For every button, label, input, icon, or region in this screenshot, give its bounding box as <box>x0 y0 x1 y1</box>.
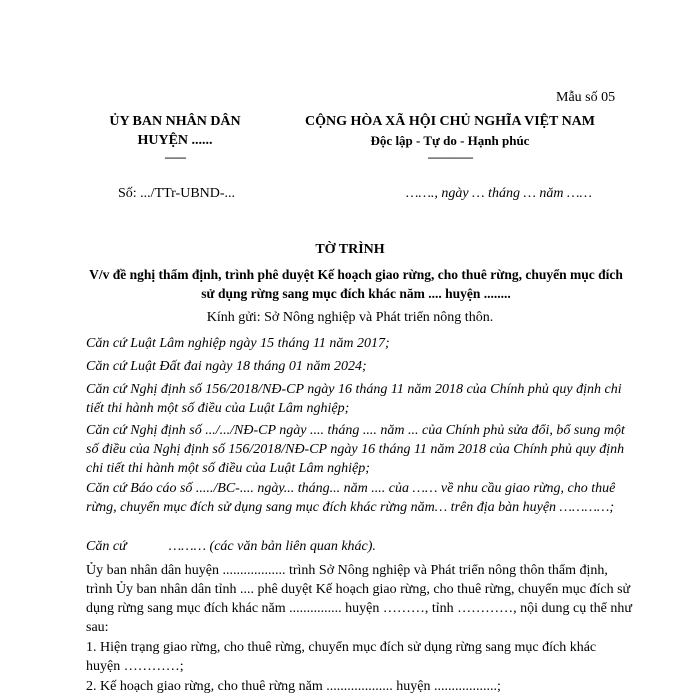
document-number: Số: .../TTr-UBND-... <box>118 186 236 201</box>
org-name-line2: HUYỆN ...... <box>137 133 213 148</box>
legal-basis-1: Căn cứ Luật Lâm nghiệp ngày 15 tháng 11 năm 2017; <box>86 336 390 351</box>
form-number: Mẫu số 05 <box>556 90 616 105</box>
country-name: CỘNG HÒA XÃ HỘI CHỦ NGHĨA VIỆT NAM <box>304 114 595 129</box>
right-divider: --------------- <box>427 150 473 164</box>
legal-basis-4: Căn cứ Nghị định số .../.../NĐ-CP ngày .... tháng .... năm ... của Chính phủ sửa đổi, bổ sung một số điều của Nghị định số 156/2018/NĐ-CP ngày 16 tháng 11 năm 2018 của Chính phủ quy định chi tiết thi hành một số điều của Luật Lâm nghiệp; <box>86 423 625 476</box>
document-title: TỜ TRÌNH <box>315 242 385 257</box>
legal-basis-5: Căn cứ Báo cáo số ...../BC-.... ngày... tháng... năm .... của …… về nhu cầu giao rừng, cho thuê rừng, chuyển mục đích sử dụng sang mục đích khác rừng năm… trên địa bàn huyện …………; <box>86 481 616 515</box>
intro-paragraph: Ủy ban nhân dân huyện .................. trình Sở Nông nghiệp và Phát triển nông thôn thẩm định, trình Ủy ban nhân dân tỉnh .... phê duyệt Kế hoạch giao rừng, cho thuê rừng, chuyển mục đích sử dụng rừng sang mục đích khác năm ............... huyện ………, tỉnh …………, nội dung cụ thể như sau: <box>86 563 632 635</box>
legal-basis-2: Căn cứ Luật Đất đai ngày 18 tháng 01 năm 2024; <box>86 359 367 374</box>
recipient-line: Kính gửi: Sở Nông nghiệp và Phát triển nông thôn. <box>206 310 494 325</box>
content-item-2: 2. Kế hoạch giao rừng, cho thuê rừng năm ................... huyện ..................; <box>86 679 501 694</box>
legal-basis-6: Căn cứ ……… (các văn bản liên quan khác). <box>86 539 376 554</box>
national-motto: Độc lập - Tự do - Hạnh phúc <box>370 133 530 148</box>
document-subject: V/v đề nghị thẩm định, trình phê duyệt Kế hoạch giao rừng, cho thuê rừng, chuyển mục đích sử dụng rừng sang mục đích khác năm .... huyện ........ <box>89 267 623 301</box>
legal-basis-3: Căn cứ Nghị định số 156/2018/NĐ-CP ngày 16 tháng 11 năm 2018 của Chính phủ quy định chi tiết thi hành một số điều của Luật Lâm nghiệp; <box>86 382 622 416</box>
org-name-line1: ỦY BAN NHÂN DÂN <box>109 114 241 129</box>
content-item-1: 1. Hiện trạng giao rừng, cho thuê rừng, chuyển mục đích sử dụng rừng sang mục đích khác huyện …………; <box>86 640 597 674</box>
date-line: ……., ngày … tháng … năm …… <box>406 186 592 201</box>
left-divider: ------- <box>164 150 186 164</box>
